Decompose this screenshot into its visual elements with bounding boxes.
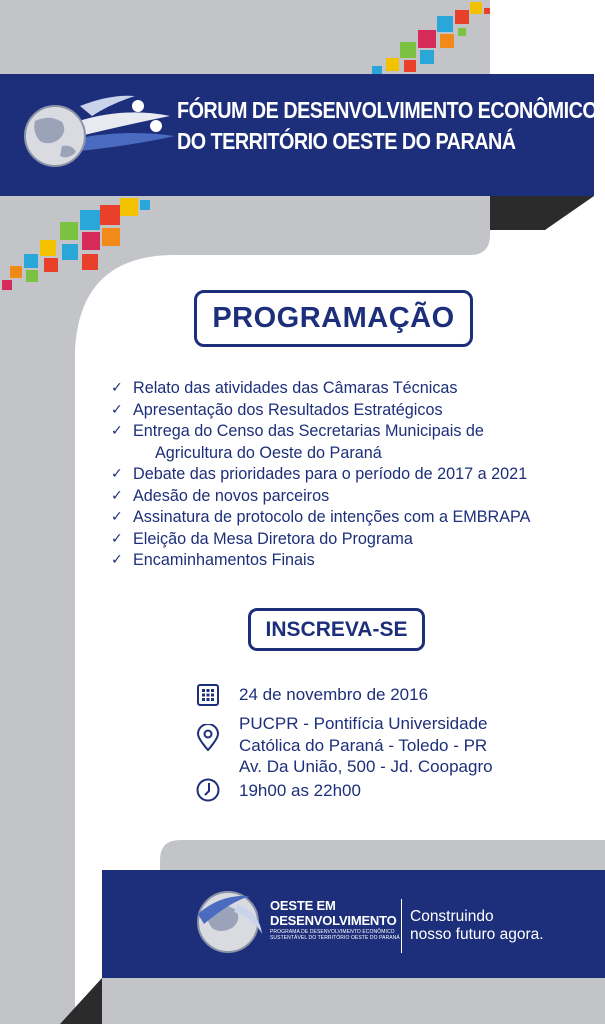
check-icon: ✓ — [111, 552, 123, 568]
agenda-item: ✓ Assinatura de protocolo de intenções com a EMBRAPA — [111, 507, 591, 529]
check-icon: ✓ — [111, 423, 123, 439]
calendar-icon — [197, 684, 219, 706]
footer-divider — [401, 899, 402, 953]
event-location-line-3: Av. Da União, 500 - Jd. Coopagro — [239, 757, 493, 776]
agenda-item: ✓ Adesão de novos parceiros — [111, 486, 591, 508]
agenda-item: ✓ Apresentação dos Resultados Estratégicos — [111, 400, 591, 422]
check-icon: ✓ — [111, 466, 123, 482]
agenda-item: ✓ Entrega do Censo das Secretarias Municipais de — [111, 421, 591, 443]
check-icon: ✓ — [111, 401, 123, 418]
footer-brand-sub-line-2: SUSTENTÁVEL DO TERRITÓRIO OESTE DO PARANÁ — [270, 935, 400, 941]
globe-logo-icon — [190, 884, 266, 956]
agenda-list — [111, 378, 591, 572]
footer-brand-subtitle — [270, 929, 400, 941]
check-icon: ✓ — [111, 530, 123, 547]
event-location-line-1: PUCPR - Pontifícia Universidade — [239, 714, 488, 733]
agenda-item: ✓ Encaminhamentos Finais — [111, 550, 591, 572]
clock-icon — [196, 778, 220, 802]
footer-brand-line-1: OESTE EM — [270, 898, 336, 913]
event-time: 19h00 as 22h00 — [239, 781, 361, 800]
footer-brand-sub-line-1: PROGRAMA DE DESENVOLVIMENTO ECONÔMICO — [270, 929, 395, 935]
check-icon: ✓ — [111, 509, 123, 525]
event-location — [239, 713, 493, 778]
location-pin-icon — [196, 724, 220, 752]
footer-slogan — [410, 908, 544, 944]
globe-logo-icon — [10, 86, 175, 176]
footer-slogan-line-1: Construindo — [410, 908, 494, 925]
agenda-item-continuation: Agricultura do Oeste do Paraná — [155, 443, 382, 462]
footer-brand-line-2: DESENVOLVIMENTO — [270, 913, 397, 928]
agenda-item: ✓ Eleição da Mesa Diretora do Programa — [111, 529, 591, 551]
footer-slogan-line-2: nosso futuro agora. — [410, 926, 544, 943]
header-title-line-2: DO TERRITÓRIO OESTE DO PARANÁ — [177, 128, 516, 154]
check-icon: ✓ — [111, 487, 123, 504]
agenda-item: ✓ Relato das atividades das Câmaras Técnicas — [111, 378, 591, 400]
programacao-heading: PROGRAMAÇÃO — [194, 290, 473, 347]
header-title-line-1: FÓRUM DE DESENVOLVIMENTO ECONÔMICO — [177, 97, 598, 123]
check-icon: ✓ — [111, 380, 123, 396]
event-date: 24 de novembro de 2016 — [239, 685, 429, 704]
agenda-item: ✓ Debate das prioridades para o período de 2017 a 2021 — [111, 464, 591, 486]
event-location-line-2: Católica do Paraná - Toledo - PR — [239, 735, 488, 755]
header-title — [177, 95, 598, 157]
footer-brand — [270, 898, 397, 928]
inscreva-se-button[interactable]: INSCREVA-SE — [248, 608, 425, 651]
